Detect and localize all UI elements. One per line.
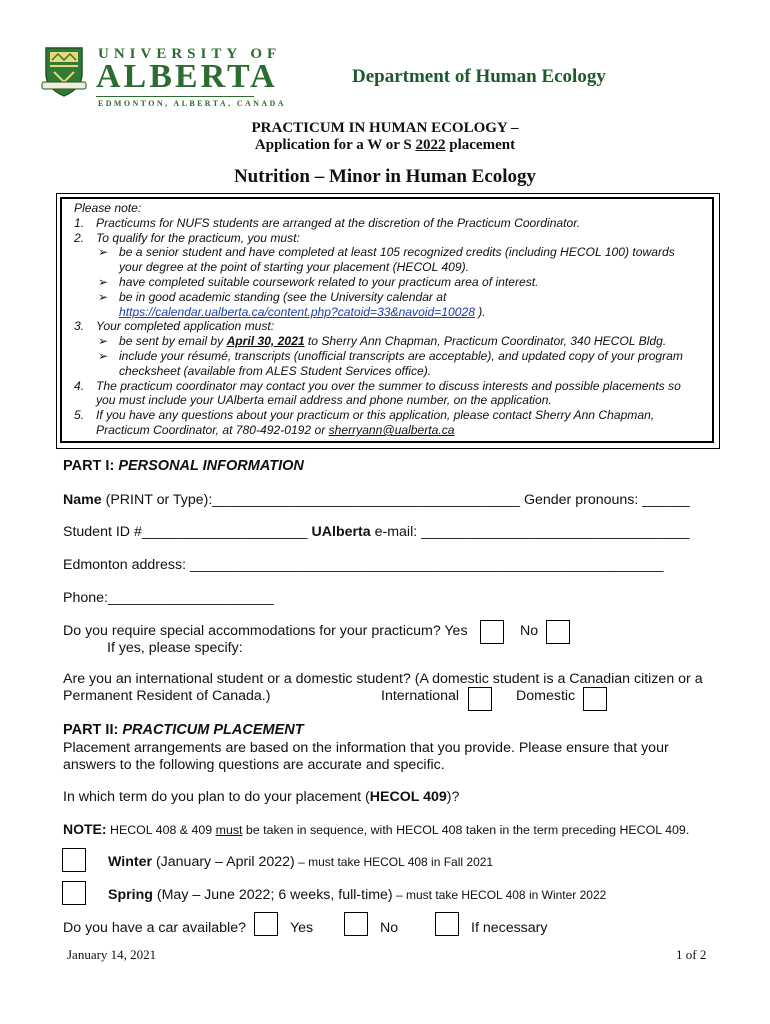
- notice-item-5: If you have any questions about your practicum or this application, please contact Sherry Ann Chapman,: [96, 408, 655, 423]
- university-name-main: ALBERTA: [96, 58, 278, 95]
- part2-heading: PART II: PRACTICUM PLACEMENT: [63, 722, 304, 738]
- phone-field[interactable]: Phone:_____________________: [63, 590, 274, 606]
- calendar-link[interactable]: https://calendar.ualberta.ca/content.php?catoid=33&navoid=10028: [119, 304, 475, 319]
- notice-item-4: The practicum coordinator may contact you over the summer to discuss interests and possible placements so: [96, 378, 681, 393]
- notice-item-1: Practicums for NUFS students are arranged at the discretion of the Practicum Coordinator.: [96, 215, 581, 230]
- domestic-checkbox[interactable]: [583, 687, 607, 711]
- residency-question-line2: Permanent Resident of Canada.): [63, 688, 271, 704]
- international-checkbox[interactable]: [468, 687, 492, 711]
- accommodations-question: Do you require special accommodations for your practicum? Yes: [63, 623, 468, 639]
- notice-item-2: To qualify for the practicum, you must:: [96, 230, 300, 245]
- accommodations-yes-checkbox[interactable]: [480, 620, 504, 644]
- logo-rule: [96, 96, 254, 97]
- bullet-icon: ➢: [98, 245, 109, 260]
- page-number: 1 of 2: [676, 947, 707, 962]
- university-name-top: UNIVERSITY OF: [98, 46, 282, 62]
- part1-heading: PART I: PERSONAL INFORMATION: [63, 458, 304, 474]
- deadline-date: April 30, 2021: [226, 334, 305, 349]
- notice-heading: Please note:: [74, 201, 142, 215]
- domestic-label: Domestic: [516, 688, 576, 704]
- car-no-label: No: [380, 920, 399, 936]
- form-title-line2: Application for a W or S 2022 placement: [254, 137, 516, 153]
- term-question: In which term do you plan to do your placement (HECOL 409)?: [63, 789, 460, 805]
- winter-term-label: Winter (January – April 2022) – must take HECOL 408 in Fall 2021: [108, 854, 494, 870]
- department-name: Department of Human Ecology: [352, 66, 606, 87]
- international-label: International: [381, 688, 460, 704]
- form-subtitle: Nutrition – Minor in Human Ecology: [233, 166, 537, 187]
- form-title-line1: PRACTICUM IN HUMAN ECOLOGY –: [251, 120, 519, 136]
- bullet-icon: ➢: [98, 275, 109, 289]
- placement-year: 2022: [415, 137, 446, 153]
- notice-item-3: Your completed application must:: [96, 319, 275, 334]
- sequence-note: NOTE: HECOL 408 & 409 must be taken in sequence, with HECOL 408 taken in the term preceding HECOL 409.: [63, 821, 690, 837]
- coordinator-email-link[interactable]: sherryann@ualberta.ca: [328, 423, 455, 437]
- residency-question-line1: Are you an international student or a domestic student? (A domestic student is a Canadian citizen or a: [63, 671, 703, 687]
- bullet-icon: ➢: [98, 334, 109, 349]
- accommodations-no-checkbox[interactable]: [546, 620, 570, 644]
- student-id-email-field[interactable]: Student ID #_____________________ UAlberta e-mail: __________________________________: [63, 524, 690, 540]
- footer-date: January 14, 2021: [67, 947, 157, 962]
- university-crest-logo: [40, 44, 88, 96]
- car-yes-checkbox[interactable]: [254, 912, 278, 936]
- name-field[interactable]: Name (PRINT or Type):_______________________________________ Gender pronouns: ______: [63, 492, 690, 508]
- car-no-checkbox[interactable]: [344, 912, 368, 936]
- placement-intro-line2: answers to the following questions are accurate and specific.: [63, 757, 445, 773]
- bullet-icon: ➢: [98, 349, 109, 363]
- bullet-icon: ➢: [98, 289, 109, 304]
- spring-term-checkbox[interactable]: [62, 881, 86, 905]
- placement-intro-line1: Placement arrangements are based on the information that you provide. Please ensure that your: [63, 740, 669, 756]
- car-yes-label: Yes: [290, 920, 314, 936]
- spring-term-label: Spring (May – June 2022; 6 weeks, full-time) – must take HECOL 408 in Winter 2022: [108, 887, 607, 903]
- car-if-necessary-checkbox[interactable]: [435, 912, 459, 936]
- car-question: Do you have a car available?: [63, 920, 246, 936]
- accommodations-no-label: No: [520, 623, 539, 639]
- university-location: EDMONTON, ALBERTA, CANADA: [98, 99, 286, 108]
- winter-term-checkbox[interactable]: [62, 848, 86, 872]
- accommodations-specify[interactable]: If yes, please specify:: [107, 640, 243, 656]
- car-if-necessary-label: If necessary: [471, 920, 548, 936]
- edmonton-address-field[interactable]: Edmonton address: ____________________________________________________________: [63, 557, 664, 573]
